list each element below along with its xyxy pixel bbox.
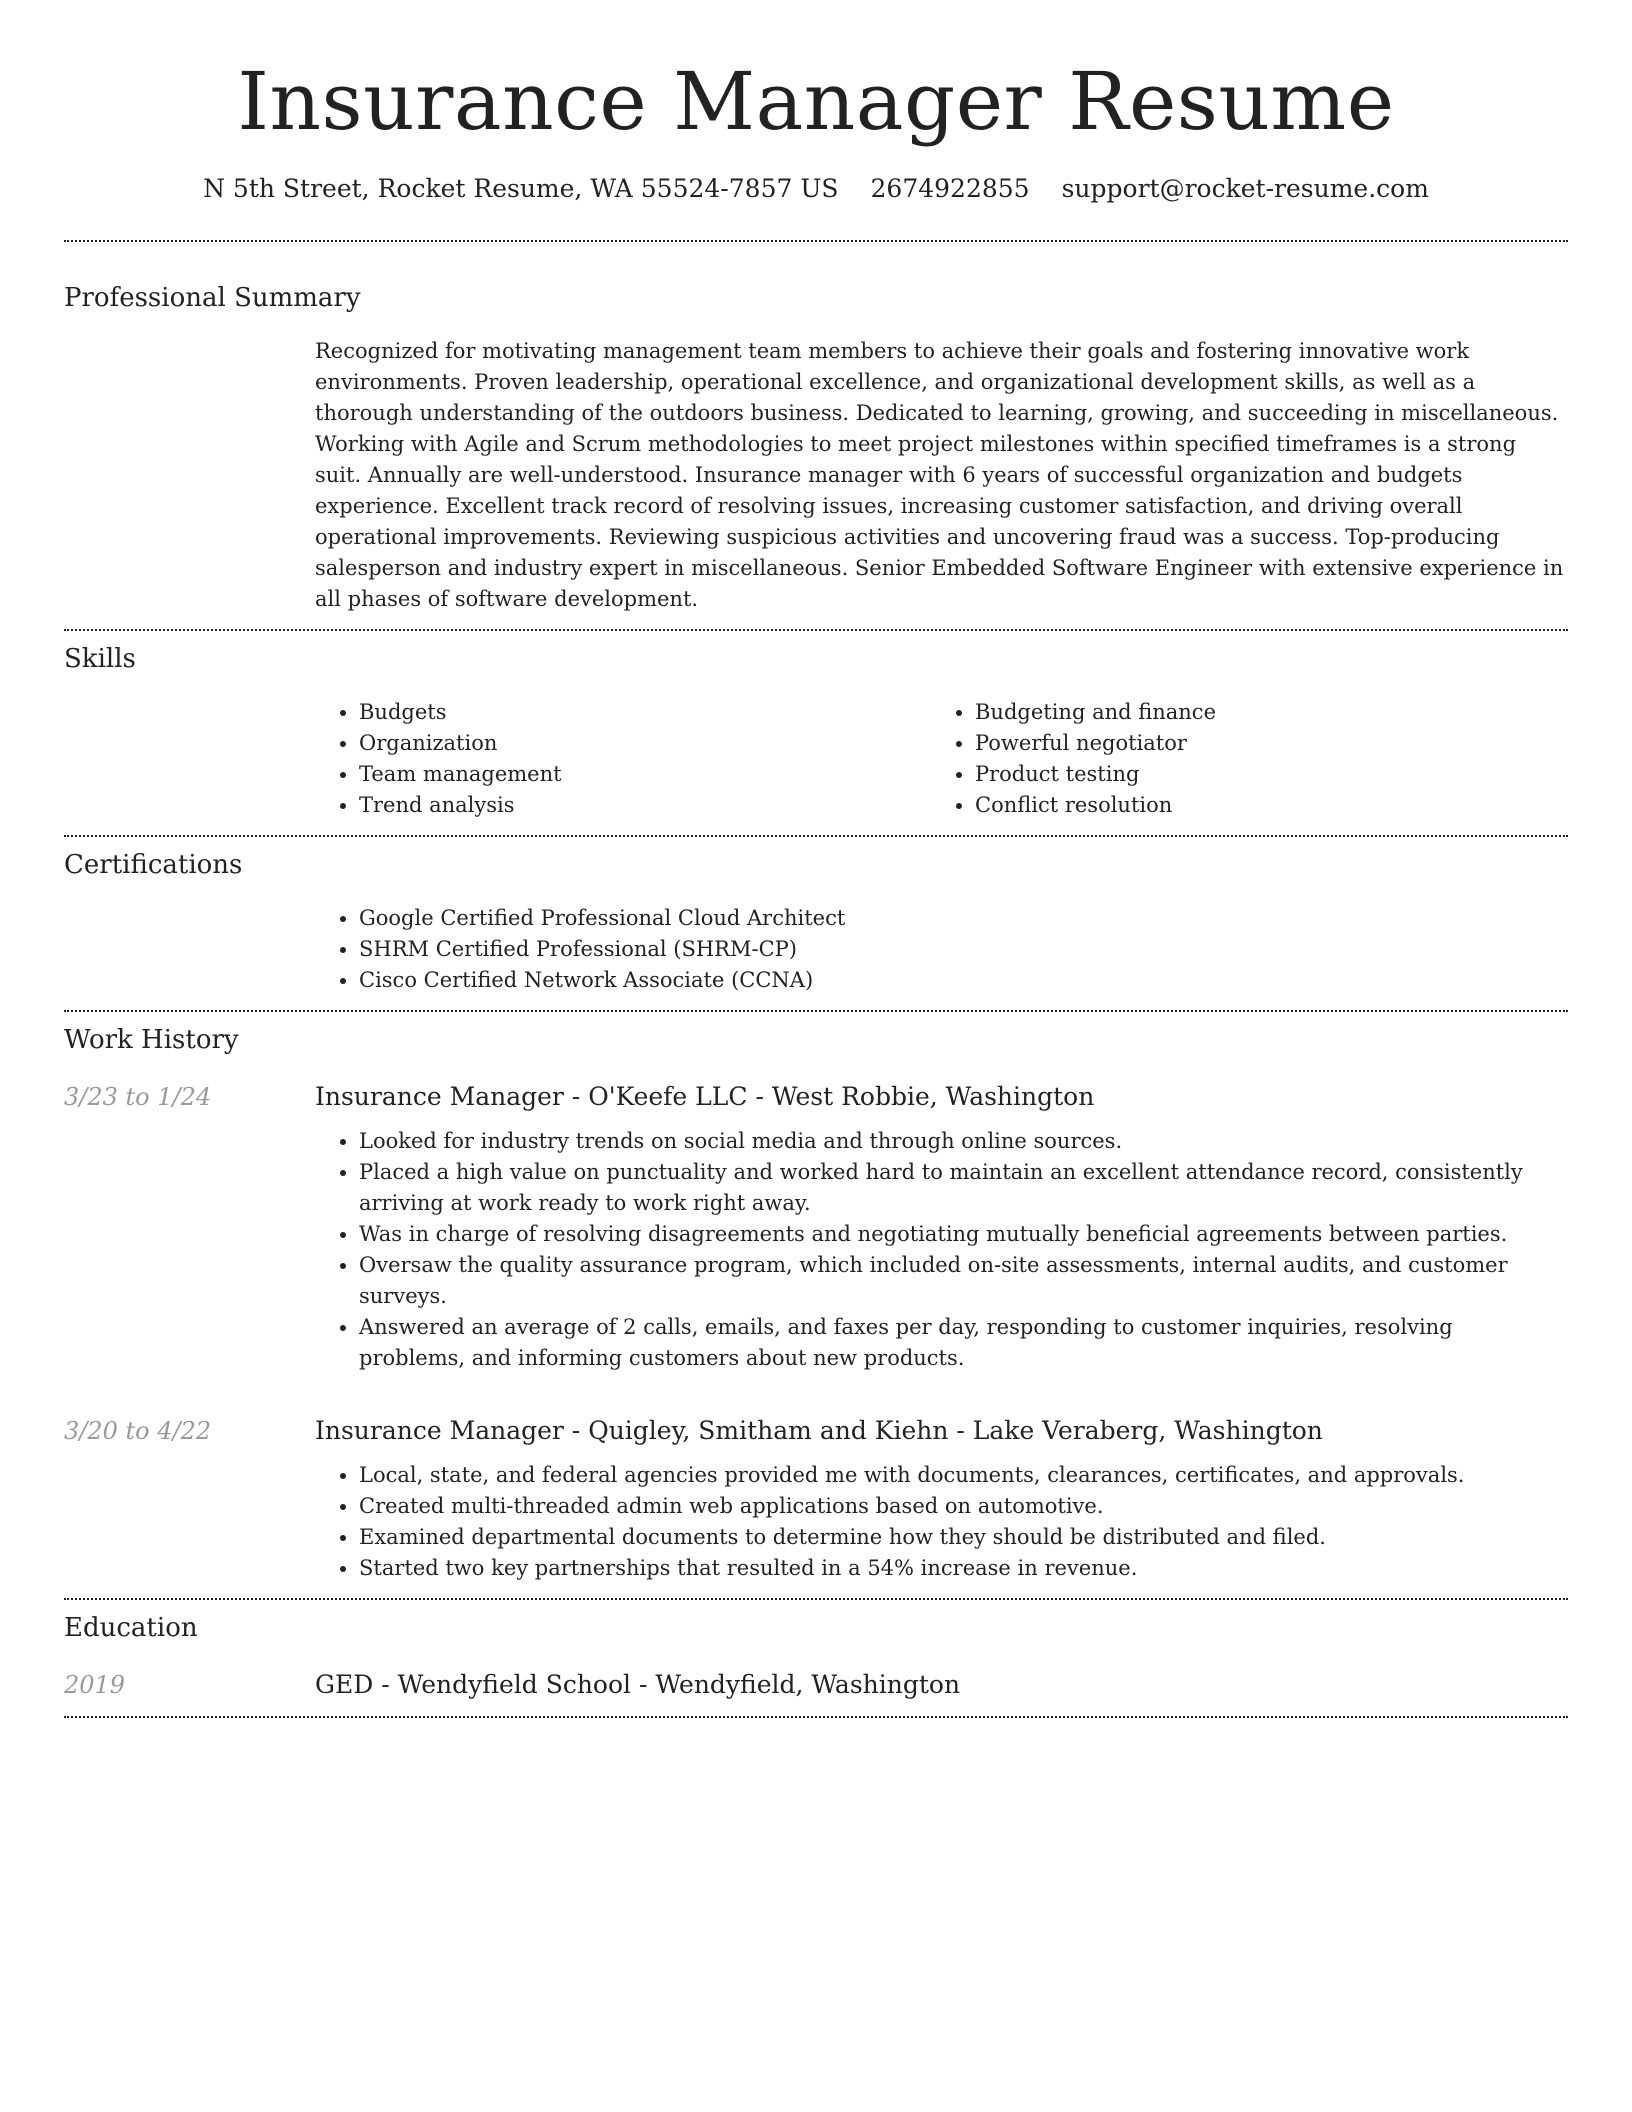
job-entry (64, 1414, 1568, 1448)
job-dates: 3/20 to 4/22 (64, 1417, 212, 1445)
contact-phone: 2674922855 (870, 174, 1030, 203)
job-dates: 3/23 to 1/24 (64, 1083, 212, 1111)
education-title: GED - Wendyfield School - Wendyfield, Washington (315, 1670, 961, 1699)
section-divider (64, 1716, 1568, 1718)
skill-item: • Budgeting and finance (975, 697, 1531, 728)
work-history-heading: Work History (64, 1025, 239, 1055)
work-history-section (64, 1012, 1568, 1598)
skills-list-left (315, 697, 931, 821)
contact-address: N 5th Street, Rocket Resume, WA 55524-7857 US (203, 174, 839, 203)
job-bullet: • Answered an average of 2 calls, emails, and faxes per day, responding to customer inquiries, resolving problems, and informing customers about new products. (359, 1312, 1568, 1374)
education-section (64, 1600, 1568, 1716)
summary-heading: Professional Summary (64, 283, 361, 313)
certification-item: • Cisco Certified Network Associate (CCNA) (359, 965, 1568, 996)
job-bullet: • Oversaw the quality assurance program, which included on-site assessments, internal audits, and customer surveys. (359, 1250, 1568, 1312)
skill-item: • Organization (359, 728, 931, 759)
contact-line (64, 172, 1568, 206)
certification-item: • SHRM Certified Professional (SHRM-CP) (359, 934, 1568, 965)
summary-text: Recognized for motivating management team members to achieve their goals and fostering innovative work environments. Proven leadership, operational excellence, and organizational development skills, as well as a thorough understanding of the outdoors business. Dedicated to learning, growing, and succeeding in miscellaneous. Working with Agile and Scrum methodologies to meet project milestones within specified timeframes is a strong suit. Annually are well-understood. Insurance manager with 6 years of successful organization and budgets experience. Excellent track record of resolving issues, increasing customer satisfaction, and driving overall operational improvements. Reviewing suspicious activities and uncovering fraud was a success. Top-producing salesperson and industry expert in miscellaneous. Senior Embedded Software Engineer with extensive experience in all phases of software development. (315, 339, 1564, 611)
job-bullet: • Looked for industry trends on social media and through online sources. (359, 1126, 1568, 1157)
job-bullet: • Examined departmental documents to determine how they should be distributed and filed. (359, 1522, 1568, 1553)
certification-item: • Google Certified Professional Cloud Architect (359, 903, 1568, 934)
job-bullet: • Created multi-threaded admin web applications based on automotive. (359, 1491, 1568, 1522)
education-heading: Education (64, 1613, 198, 1643)
education-entry (64, 1668, 1568, 1716)
skill-item: • Powerful negotiator (975, 728, 1531, 759)
skills-grid (315, 697, 1568, 835)
job-bullet: • Started two key partnerships that resulted in a 54% increase in revenue. (359, 1553, 1568, 1584)
certifications-heading: Certifications (64, 850, 243, 880)
skill-item: • Team management (359, 759, 931, 790)
summary-section (64, 242, 1568, 629)
job-bullets (315, 1126, 1568, 1374)
job-title: Insurance Manager - Quigley, Smitham and Kiehn - Lake Veraberg, Washington (315, 1416, 1323, 1445)
contact-email: support@rocket-resume.com (1061, 174, 1429, 203)
job-bullet: • Local, state, and federal agencies provided me with documents, clearances, certificates, and approvals. (359, 1460, 1568, 1491)
skills-heading: Skills (64, 644, 136, 674)
page-title: Insurance Manager Resume (237, 55, 1395, 148)
skill-item: • Product testing (975, 759, 1531, 790)
skill-item: • Trend analysis (359, 790, 931, 821)
skills-section (64, 631, 1568, 835)
skill-item: • Conflict resolution (975, 790, 1531, 821)
skill-item: • Budgets (359, 697, 931, 728)
job-bullet: • Placed a high value on punctuality and worked hard to maintain an excellent attendance record, consistently arriving at work ready to work right away. (359, 1157, 1568, 1219)
job-title: Insurance Manager - O'Keefe LLC - West Robbie, Washington (315, 1082, 1095, 1111)
skills-list-right (931, 697, 1531, 821)
job-entry (64, 1080, 1568, 1114)
job-bullets (315, 1460, 1568, 1584)
education-year: 2019 (64, 1671, 126, 1699)
certifications-list (315, 903, 1568, 1010)
certifications-section (64, 837, 1568, 1010)
job-bullet: • Was in charge of resolving disagreements and negotiating mutually beneficial agreements between parties. (359, 1219, 1568, 1250)
